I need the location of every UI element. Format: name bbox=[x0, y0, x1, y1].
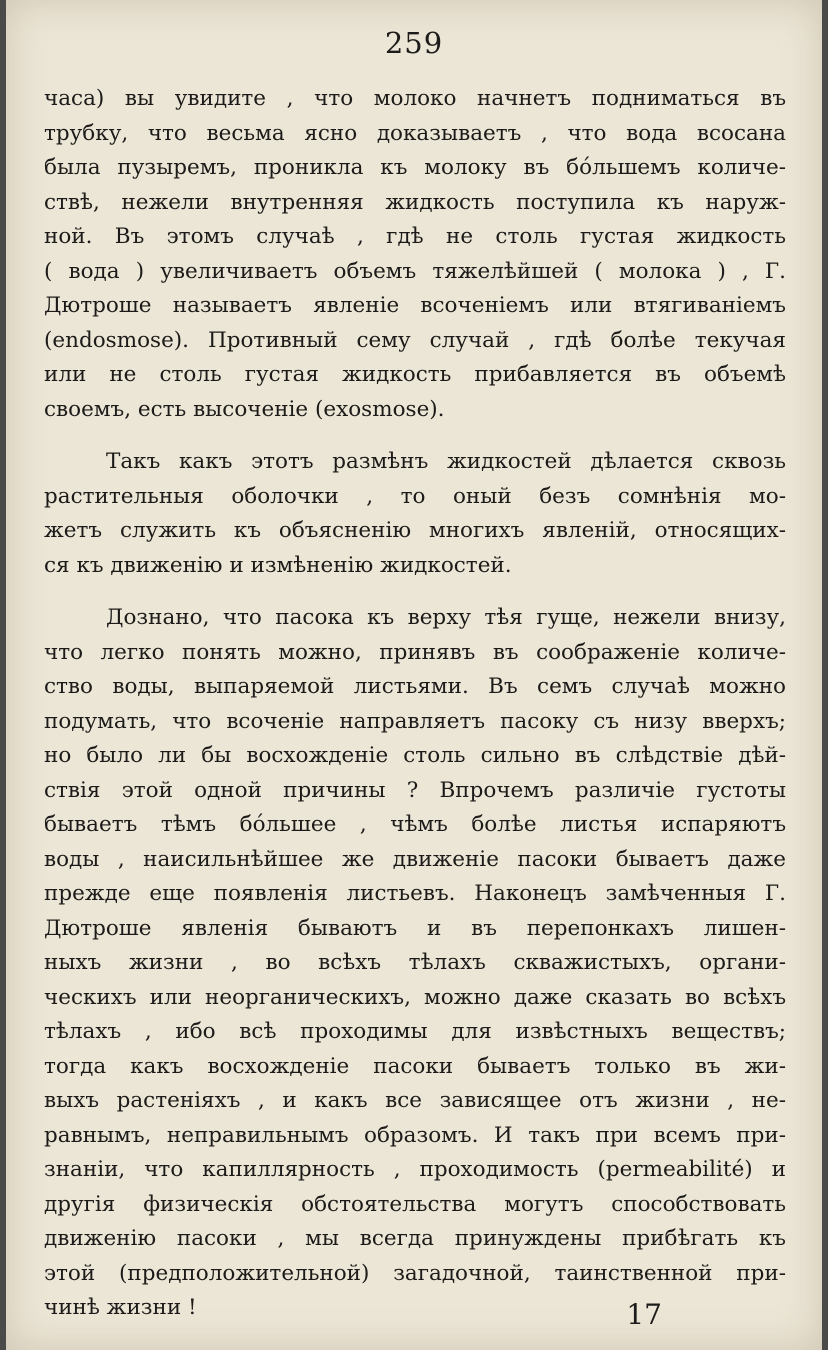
text-line: ся къ движенію и измѣненію жидкостей. bbox=[44, 552, 512, 578]
paragraph-2 bbox=[44, 445, 786, 583]
body-text bbox=[44, 82, 786, 1344]
text-line: равнымъ, неправильнымъ образомъ. И такъ при всемъ при- bbox=[44, 1122, 786, 1148]
text-line: ( вода ) увеличиваетъ объемъ тяжелѣйшей ( молока ) , Г. bbox=[44, 258, 786, 284]
text-line: этой (предположительной) загадочной, таинственной при- bbox=[44, 1260, 786, 1286]
text-line: ствѣ, нежели внутренняя жидкость поступила къ наруж- bbox=[44, 189, 786, 215]
text-line: ной. Въ этомъ случаѣ , гдѣ не столь густая жидкость bbox=[44, 224, 786, 249]
text-line: ствія этой одной причины ? Впрочемъ различіе густоты bbox=[44, 777, 786, 803]
text-line: бываетъ тѣмъ бо́льшее , чѣмъ болѣе листья испаряютъ bbox=[44, 812, 786, 837]
text-line: или не столь густая жидкость прибавляется въ объемѣ bbox=[44, 362, 786, 387]
text-line: воды , наисильнѣйшее же движеніе пасоки бываетъ даже bbox=[44, 846, 786, 872]
book-page bbox=[6, 0, 822, 1350]
text-line: (endosmose). Противный сему случай , гдѣ болѣе текучая bbox=[44, 327, 786, 353]
text-line: была пузыремъ, проникла къ молоку въ бо́льшемъ количе- bbox=[44, 155, 786, 180]
text-line: Такъ какъ этотъ размѣнъ жидкостей дѣлается сквозь bbox=[106, 449, 786, 474]
paragraph-1 bbox=[44, 82, 786, 427]
text-line: жетъ служить къ объясненію многихъ явленій, относящих- bbox=[44, 518, 786, 543]
text-line: ческихъ или неорганическихъ, можно даже сказать во всѣхъ bbox=[44, 984, 786, 1010]
paragraph-3 bbox=[44, 601, 786, 1326]
text-line: но было ли бы восхожденіе столь сильно въ слѣдствіе дѣй- bbox=[44, 743, 786, 768]
text-line: Дютроше явленія бываютъ и въ перепонкахъ лишен- bbox=[44, 915, 786, 941]
text-line: своемъ, есть высоченіе (exosmose). bbox=[44, 396, 445, 422]
text-line: движенію пасоки , мы всегда принуждены прибѣгать къ bbox=[44, 1226, 786, 1251]
text-line: знаніи, что капиллярность , проходимость (permeabilité) и bbox=[44, 1157, 786, 1182]
text-line: Дознано, что пасока къ верху тѣя гуще, нежели внизу, bbox=[106, 605, 786, 630]
text-line: что легко понять можно, принявъ въ соображеніе количе- bbox=[44, 639, 786, 665]
text-line: Дютроше называетъ явленіе всоченіемъ или втягиваніемъ bbox=[44, 293, 786, 318]
page-number: 259 bbox=[384, 26, 444, 60]
text-line: подумать, что всоченіе направляетъ пасоку съ низу вверхъ; bbox=[44, 708, 786, 734]
text-line: трубку, что весьма ясно доказываетъ , что вода всосана bbox=[44, 120, 786, 146]
text-line: растительныя оболочки , то оный безъ сомнѣнія мо- bbox=[44, 483, 786, 509]
text-line: чинѣ жизни ! bbox=[44, 1295, 197, 1320]
text-line: ство воды, выпаряемой листьями. Въ семъ случаѣ можно bbox=[44, 674, 786, 699]
text-line: выхъ растеніяхъ , и какъ все зависящее отъ жизни , не- bbox=[44, 1088, 786, 1113]
text-line: ныхъ жизни , во всѣхъ тѣлахъ скважистыхъ, органи- bbox=[44, 950, 786, 975]
text-line: другія физическія обстоятельства могутъ способствовать bbox=[44, 1191, 786, 1217]
text-line: часа) вы увидите , что молоко начнетъ подниматься въ bbox=[44, 86, 786, 111]
text-line: тѣлахъ , ибо всѣ проходимы для извѣстныхъ веществъ; bbox=[44, 1019, 786, 1044]
text-line: тогда какъ восхожденіе пасоки бываетъ только въ жи- bbox=[44, 1053, 786, 1079]
signature-mark: 17 bbox=[626, 1298, 662, 1331]
text-line: прежде еще появленія листьевъ. Наконецъ замѣченныя Г. bbox=[44, 881, 786, 906]
